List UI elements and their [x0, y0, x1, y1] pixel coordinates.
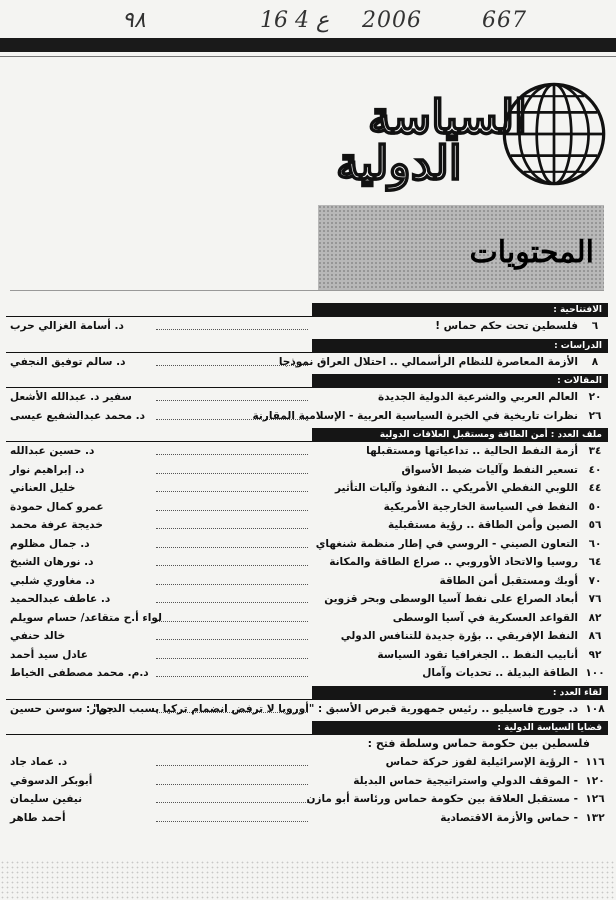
leader-dots: [156, 602, 308, 603]
leader-dots: [156, 491, 308, 492]
page-number: ٧٠: [588, 574, 602, 587]
toc-entry: [6, 609, 608, 628]
page-number: ١٢٦: [585, 793, 605, 805]
logo-word-international: الدولية: [336, 136, 462, 190]
article-author: د. محمد عبدالشفيع عيسى: [10, 409, 146, 422]
article-title: النفط في السياسة الخارجية الأمريكية: [383, 500, 578, 513]
article-author: د. إبراهيم نوار: [10, 463, 85, 476]
toc-entry: [6, 646, 608, 665]
article-title: - الموقف الدولي واستراتيجية حماس البديلة: [353, 774, 578, 787]
toc-entry: [6, 388, 608, 407]
article-title: اللوبي النفطي الأمريكي .. النفوذ وآليات التأثير: [335, 482, 578, 494]
toc-entry: [6, 809, 608, 828]
page-number: ٢٦: [588, 409, 602, 422]
leader-dots: [156, 658, 308, 659]
article-author: د. عاطف عبدالحميد: [10, 593, 111, 605]
article-author: د. مغاوري شلبي: [10, 574, 95, 587]
leader-dots: [156, 765, 308, 766]
toc-entry: [6, 516, 608, 535]
table-of-contents: [6, 300, 608, 827]
article-author: د. جمال مظلوم: [10, 537, 90, 550]
section-header: [6, 303, 608, 317]
header-rule: [10, 290, 604, 291]
article-title: الصين وأمن الطاقة .. رؤية مستقبلية: [387, 519, 578, 531]
article-title: - مستقبل العلاقة بين حكومة حماس ورئاسة أبو مازن: [306, 793, 578, 805]
article-author: سفير د. عبدالله الأشعل: [10, 391, 132, 403]
page-number: ٢٠: [588, 391, 602, 403]
section-label: المقالات :: [312, 374, 608, 388]
article-author: حوار: سوسن حسين: [10, 702, 114, 715]
page-number: ١٠٠: [585, 667, 605, 679]
article-author: د.م. محمد مصطفى الخياط: [10, 667, 149, 679]
leader-dots: [156, 784, 308, 785]
article-author: أحمد طاهر: [10, 811, 66, 824]
toc-entry: [6, 553, 608, 572]
article-author: د. عماد جاد: [10, 756, 68, 768]
article-author: خالد حنفي: [10, 630, 66, 642]
article-title: القواعد العسكرية في آسيا الوسطى: [392, 611, 578, 624]
page-number: ١٢٠: [585, 774, 605, 787]
page-number: ١١٦: [585, 756, 605, 768]
article-title: - حماس والأزمة الاقتصادية: [440, 811, 578, 824]
toc-entry: [6, 353, 608, 372]
article-title: د. جورج فاسيليو .. رئيس جمهورية قبرص الأسبق : "أوروبا لا ترفض انضمام تركيا بسبب الدين": [92, 702, 578, 715]
section-header: [6, 428, 608, 442]
handwritten-year: 2006: [362, 8, 422, 33]
toc-entry: [6, 535, 608, 554]
article-author: د. أسامة الغزالي حرب: [10, 320, 124, 332]
toc-entry: [6, 790, 608, 809]
page-number: ٦: [591, 320, 599, 332]
article-title: فلسطين تحت حكم حماس !: [435, 320, 578, 332]
article-author: عادل سيد أحمد: [10, 648, 88, 661]
page-number: ٣٤: [588, 445, 602, 457]
section-header: [6, 721, 608, 735]
contents-title: المحتويات: [469, 235, 594, 270]
article-title: الطاقة البديلة .. تحديات وآمال: [422, 667, 578, 679]
page-number: ٨: [591, 355, 599, 368]
page-number: ٧٦: [588, 593, 602, 605]
page-number: ٥٠: [588, 500, 602, 513]
toc-entry: [6, 572, 608, 591]
leader-dots: [156, 454, 308, 455]
article-author: د. حسين عبدالله: [10, 445, 95, 457]
toc-entry: [6, 590, 608, 609]
page-number: ٤٤: [588, 482, 602, 494]
section-label: قضايا السياسة الدولية :: [312, 721, 608, 735]
page-number: ٨٢: [588, 611, 602, 624]
article-title: العالم العربي والشرعية الدولية الجديدة: [378, 391, 578, 403]
globe-logo-icon: [500, 80, 608, 188]
leader-dots: [156, 639, 308, 640]
article-title: التعاون الصيني - الروسي في إطار منظمة شنغهاي: [315, 537, 578, 550]
article-title: أوبك ومستقبل أمن الطاقة: [439, 574, 578, 587]
leader-dots: [156, 621, 308, 622]
article-title: أنابيب النفط .. الجغرافيا تقود السياسة: [377, 648, 578, 661]
section-header: [6, 686, 608, 700]
toc-entry: [6, 317, 608, 336]
section-header: [6, 374, 608, 388]
article-author: د. نورهان الشيخ: [10, 556, 94, 568]
article-title: - الرؤية الإسرائيلية لفوز حركة حماس: [385, 756, 578, 768]
toc-entry: [6, 753, 608, 772]
section-header: [6, 339, 608, 353]
top-black-band: [0, 38, 616, 52]
article-title: روسيا والاتحاد الأوروبي .. صراع الطاقة والمكانة: [329, 556, 578, 568]
toc-entry: [6, 498, 608, 517]
handwritten-number-right: 667: [482, 8, 527, 33]
section-label: ملف العدد : أمن الطاقة ومستقبل العلاقات الدولية: [312, 428, 608, 442]
toc-entry: [6, 479, 608, 498]
section-subhead: فلسطين بين حكومة حماس وسلطة فتح :: [367, 737, 590, 750]
leader-dots: [156, 584, 308, 585]
article-title: الأزمة المعاصرة للنظام الرأسمالي .. احتلال العراق نموذجا: [278, 355, 578, 368]
article-author: خديجة عرفة محمد: [10, 519, 103, 531]
article-title: أزمة النفط الحالية .. تداعياتها ومستقبلها: [366, 445, 578, 457]
page-number: ١٠٨: [585, 702, 605, 715]
page-number: ٦٤: [588, 556, 602, 568]
toc-entry: [6, 442, 608, 461]
toc-entry: [6, 772, 608, 791]
toc-entry: [6, 664, 608, 683]
page-number: ٩٢: [588, 648, 602, 661]
article-author: د. سالم توفيق النجفي: [10, 355, 126, 368]
leader-dots: [156, 821, 308, 822]
leader-dots: [156, 802, 308, 803]
article-author: خليل العناني: [10, 482, 76, 494]
page-number: ٤٠: [588, 463, 602, 476]
leader-dots: [156, 510, 308, 511]
handwritten-code: 16 4 ع: [260, 8, 330, 33]
leader-dots: [156, 528, 308, 529]
page-number: ٥٦: [588, 519, 602, 531]
page-number: ١٣٢: [585, 811, 605, 824]
toc-entry: [6, 627, 608, 646]
page-number: ٨٦: [588, 630, 602, 642]
top-rule: [0, 56, 616, 57]
toc-entry: [6, 700, 608, 719]
logo-word-politics: السياسة: [368, 90, 527, 144]
article-author: عمرو كمال حمودة: [10, 500, 104, 513]
handwritten-number-left: ٩٨: [122, 8, 146, 33]
article-title: تسعير النفط وآليات ضبط الأسواق: [401, 463, 578, 476]
leader-dots: [156, 676, 308, 677]
leader-dots: [156, 400, 308, 401]
leader-dots: [156, 473, 308, 474]
leader-dots: [156, 547, 308, 548]
section-label: لقاء العدد :: [312, 686, 608, 700]
page-number: ٦٠: [588, 537, 602, 550]
article-title: النفط الإفريقي .. بؤرة جديدة للتنافس الدولي: [340, 630, 578, 642]
scan-noise: [0, 860, 616, 900]
article-title: نظرات تاريخية في الخبرة السياسية العربية - الإسلامية المقارنة: [252, 409, 578, 422]
section-label: الافتتاحية :: [312, 303, 608, 317]
article-author: أبوبكر الدسوقي: [10, 774, 93, 787]
section-label: الدراسات :: [312, 339, 608, 353]
article-title: أبعاد الصراع على نفط آسيا الوسطى وبحر قزوين: [324, 593, 578, 605]
toc-entry: [6, 407, 608, 426]
leader-dots: [156, 329, 308, 330]
article-author: لواء أ.ح متقاعد/ حسام سويلم: [10, 611, 162, 624]
leader-dots: [156, 565, 308, 566]
toc-entry: [6, 461, 608, 480]
contents-header-box: [318, 205, 604, 291]
article-author: نيفين سليمان: [10, 793, 83, 805]
